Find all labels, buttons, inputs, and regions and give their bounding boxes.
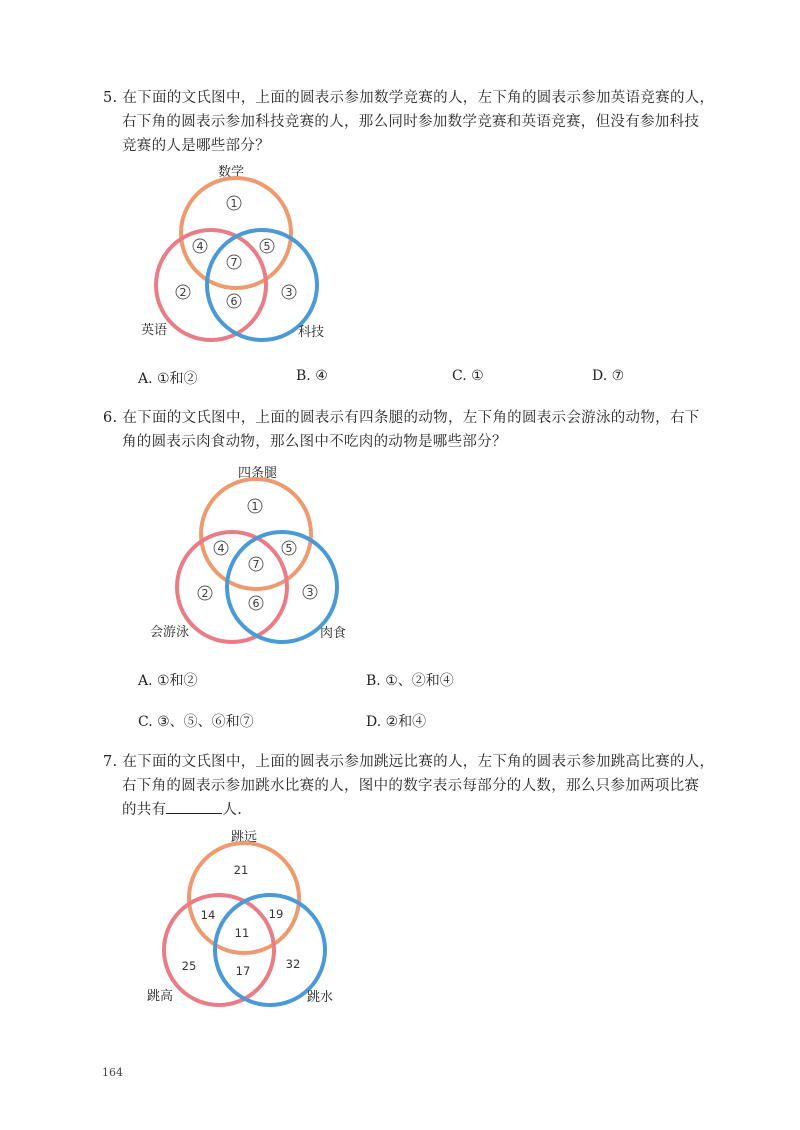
q7-region-right-only: 32 [285, 957, 301, 971]
page-number: 164 [102, 1066, 123, 1079]
q7-region-left-right: 17 [235, 964, 251, 978]
q6-option-a[interactable]: A. ①和② [138, 673, 198, 689]
svg-text:2: 2 [179, 286, 187, 299]
q7-line-3b: 人. [222, 802, 243, 818]
q5-top-label: 数学 [218, 165, 245, 180]
q7-right-label: 跳水 [307, 990, 334, 1005]
svg-text:7: 7 [252, 558, 260, 571]
q6-line-2: 角的圆表示肉食动物，那么图中不吃肉的动物是哪些部分？ [122, 434, 507, 450]
q6-top-label: 四条腿 [238, 466, 278, 481]
svg-text:5: 5 [263, 240, 271, 253]
q6-option-c[interactable]: C. ③、⑤、⑥和⑦ [138, 714, 254, 730]
q5-option-a[interactable]: A. ①和② [138, 371, 198, 387]
q7-left-label: 跳高 [147, 989, 174, 1004]
q7-region-top-left: 14 [200, 908, 216, 922]
q6-option-d[interactable]: D. ②和④ [366, 714, 427, 730]
svg-text:3: 3 [306, 586, 314, 599]
q5-option-d[interactable]: D. ⑦ [592, 368, 625, 384]
svg-text:1: 1 [251, 500, 259, 513]
svg-text:6: 6 [252, 597, 260, 610]
svg-text:2: 2 [201, 587, 209, 600]
q6-line-1: 在下面的文氏图中，上面的圆表示有四条腿的动物，左下角的圆表示会游泳的动物，右下 [122, 410, 700, 426]
q5-option-c[interactable]: C. ① [452, 368, 484, 384]
svg-text:1: 1 [230, 197, 238, 210]
q6-left-label: 会游泳 [150, 625, 190, 640]
q7-region-left-only: 25 [181, 959, 197, 973]
q7-region-top-right: 19 [268, 907, 284, 921]
svg-text:4: 4 [217, 542, 225, 555]
q5-right-label: 科技 [298, 325, 325, 340]
q7-line-2: 右下角的圆表示参加跳水比赛的人，图中的数字表示每部分的人数，那么只参加两项比赛 [122, 778, 700, 794]
q7-line-1: 在下面的文氏图中，上面的圆表示参加跳远比赛的人，左下角的圆表示参加跳高比赛的人， [122, 754, 715, 770]
q6-right-label: 肉食 [320, 626, 347, 641]
q5-number: 5. [103, 90, 118, 106]
q5-line-1: 在下面的文氏图中，上面的圆表示参加数学竞赛的人，左下角的圆表示参加英语竞赛的人， [122, 90, 715, 106]
q7-top-label: 跳远 [231, 830, 258, 845]
q6-option-b[interactable]: B. ①、②和④ [366, 673, 454, 689]
q5-left-label: 英语 [141, 323, 168, 338]
svg-text:3: 3 [285, 286, 293, 299]
svg-text:5: 5 [285, 542, 293, 555]
q5-line-2: 右下角的圆表示参加科技竞赛的人，那么同时参加数学竞赛和英语竞赛，但没有参加科技 [122, 114, 700, 130]
q7-region-top-only: 21 [233, 863, 249, 877]
q5-line-3: 竞赛的人是哪些部分？ [122, 138, 270, 154]
q5-option-b[interactable]: B. ④ [296, 368, 328, 384]
q7-number: 7. [103, 754, 118, 770]
svg-text:4: 4 [196, 240, 204, 253]
q6-number: 6. [103, 410, 118, 426]
svg-text:6: 6 [230, 295, 238, 308]
svg-text:7: 7 [230, 256, 238, 269]
q7-region-all-three: 11 [234, 926, 250, 940]
q7-line-3a: 的共有 [122, 802, 167, 818]
